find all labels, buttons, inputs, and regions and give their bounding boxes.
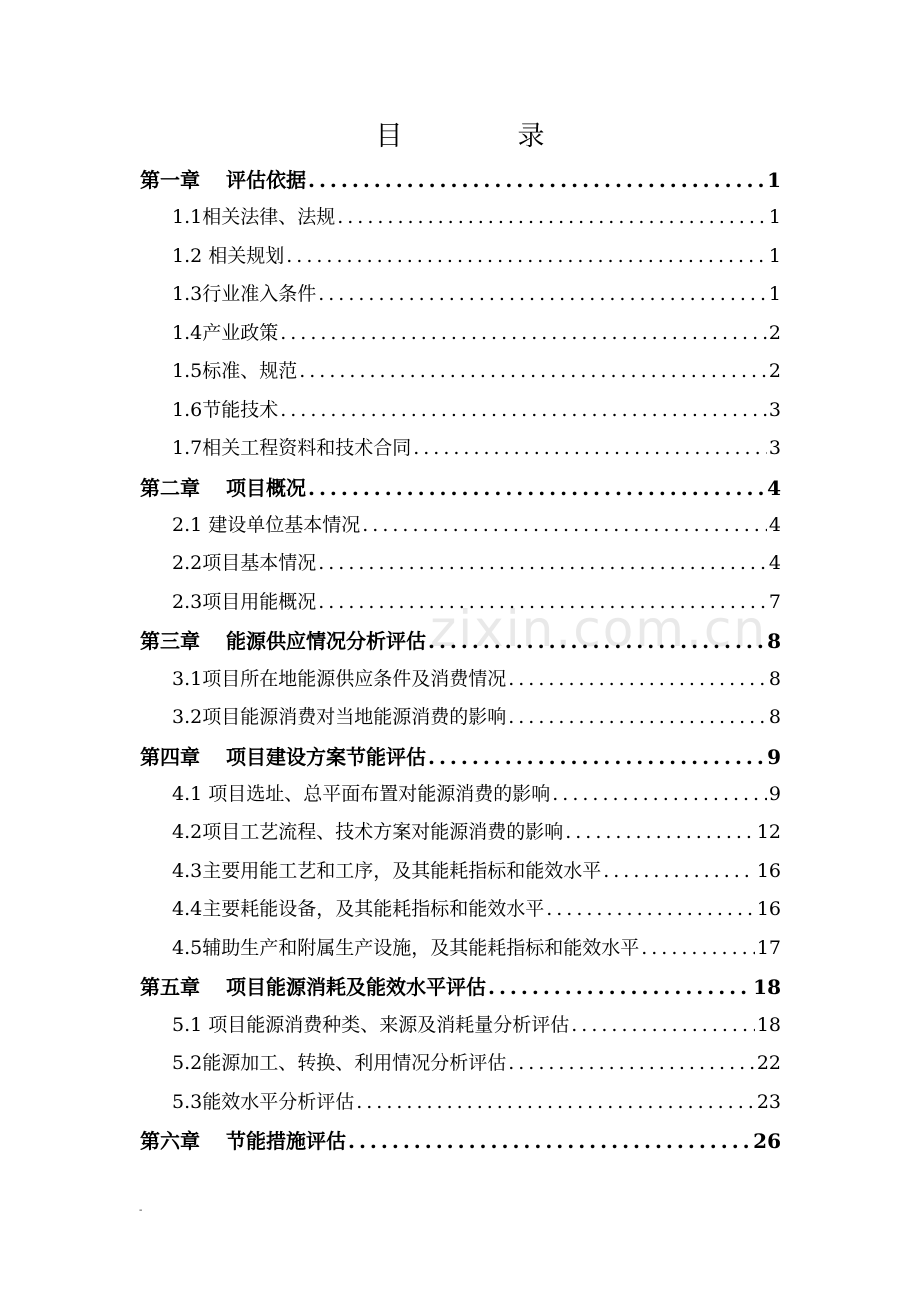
dot-leader xyxy=(362,514,767,536)
toc-section-entry[interactable] xyxy=(140,1010,781,1048)
toc-entry-label: 5.2能源加工、转换、利用情况分析评估 xyxy=(172,1052,507,1075)
chapter-title: 节能措施评估 xyxy=(226,1128,346,1153)
toc-section-entry[interactable] xyxy=(140,318,781,356)
toc-page-number: 4 xyxy=(767,475,781,500)
toc-page-number: 4 xyxy=(768,513,781,536)
table-of-contents xyxy=(140,164,781,1163)
toc-entry-label xyxy=(140,625,426,654)
dot-leader xyxy=(280,322,767,344)
toc-entry-label xyxy=(140,164,306,193)
toc-page-number: 4 xyxy=(768,552,781,575)
toc-entry-label: 4.5辅助生产和附属生产设施，及其能耗指标和能效水平 xyxy=(172,936,640,959)
toc-entry-label: 3.2项目能源消费对当地能源消费的影响 xyxy=(172,706,507,729)
toc-section-entry[interactable] xyxy=(140,433,781,471)
toc-entry-label: 1.5标准、规范 xyxy=(172,360,298,383)
toc-section-entry[interactable] xyxy=(140,548,781,586)
chapter-number: 第五章 xyxy=(140,975,200,1000)
dot-leader xyxy=(318,552,767,574)
toc-section-entry[interactable] xyxy=(140,817,781,855)
toc-page-number: 26 xyxy=(753,1128,781,1153)
toc-entry-label: 3.1项目所在地能源供应条件及消费情况 xyxy=(172,667,507,690)
toc-page-number: 2 xyxy=(768,360,781,383)
toc-entry-label: 4.3主要用能工艺和工序，及其能耗指标和能效水平 xyxy=(172,859,602,882)
toc-entry-label: 1.1相关法律、法规 xyxy=(172,206,336,229)
chapter-title: 评估依据 xyxy=(226,168,306,192)
toc-entry-label: 1.2 相关规划 xyxy=(172,244,285,267)
chapter-title: 项目能源消耗及能效水平评估 xyxy=(226,975,486,1000)
toc-entry-label: 1.7相关工程资料和技术合同 xyxy=(172,437,412,460)
chapter-number: 第一章 xyxy=(140,168,200,192)
toc-page-number: 16 xyxy=(756,898,781,921)
chapter-title: 项目建设方案节能评估 xyxy=(226,744,426,769)
dot-leader xyxy=(603,860,755,882)
toc-page-number: 9 xyxy=(767,744,781,769)
toc-chapter-entry[interactable] xyxy=(140,164,781,202)
toc-entry-label: 1.4产业政策 xyxy=(172,321,279,344)
dot-leader xyxy=(413,437,767,459)
toc-chapter-entry[interactable] xyxy=(140,625,781,663)
toc-page-number: 8 xyxy=(768,706,781,729)
chapter-title: 项目概况 xyxy=(226,475,306,500)
toc-entry-label xyxy=(140,971,486,1000)
dot-leader xyxy=(552,783,767,805)
toc-section-entry[interactable] xyxy=(140,894,781,932)
dot-leader xyxy=(571,1014,755,1036)
toc-entry-label: 1.3行业准入条件 xyxy=(172,283,317,306)
toc-section-entry[interactable] xyxy=(140,356,781,394)
toc-section-entry[interactable] xyxy=(140,279,781,317)
dot-leader xyxy=(428,745,765,769)
toc-page-number: 1 xyxy=(768,283,781,306)
toc-page-number: 2 xyxy=(768,321,781,344)
dot-leader xyxy=(280,399,767,421)
toc-entry-label: 5.1 项目能源消费种类、来源及消耗量分析评估 xyxy=(172,1013,570,1036)
toc-page-number: 3 xyxy=(768,398,781,421)
toc-title: 目 录 xyxy=(375,121,589,152)
toc-entry-label: 4.1 项目选址、总平面布置对能源消费的影响 xyxy=(172,783,551,805)
toc-entry-label: 2.3项目用能概况 xyxy=(172,590,317,613)
toc-section-entry[interactable] xyxy=(140,241,781,279)
toc-section-entry[interactable] xyxy=(140,856,781,894)
toc-entry-label: 4.2项目工艺流程、技术方案对能源消费的影响 xyxy=(172,821,564,844)
toc-page-number: 18 xyxy=(756,1013,781,1036)
toc-page-number: 7 xyxy=(768,590,781,613)
chapter-number: 第三章 xyxy=(140,629,200,654)
dot-leader xyxy=(356,1091,755,1113)
toc-page-number: 16 xyxy=(756,859,781,882)
dot-leader xyxy=(641,937,755,959)
toc-section-entry[interactable] xyxy=(140,702,781,740)
toc-page-number: 1 xyxy=(768,206,781,229)
toc-section-entry[interactable] xyxy=(140,779,781,817)
toc-page-number: 17 xyxy=(756,936,781,959)
toc-section-entry[interactable] xyxy=(140,933,781,971)
toc-page-number: 23 xyxy=(756,1090,781,1113)
watermark: zixin.com.cn xyxy=(430,600,768,658)
toc-page-number: 18 xyxy=(753,975,781,1000)
dot-leader xyxy=(318,591,767,613)
toc-page-number: 8 xyxy=(767,629,781,654)
toc-entry-label: 2.2项目基本情况 xyxy=(172,552,317,575)
dot-leader xyxy=(488,975,751,999)
toc-entry-label: 1.6节能技术 xyxy=(172,398,279,421)
toc-section-entry[interactable] xyxy=(140,664,781,702)
dot-leader xyxy=(318,283,767,305)
toc-page-number: 1 xyxy=(768,244,781,267)
toc-entry-label: 2.1 建设单位基本情况 xyxy=(172,513,361,536)
toc-entry-label: 4.4主要耗能设备，及其能耗指标和能效水平 xyxy=(172,898,545,921)
toc-page-number: 9 xyxy=(768,783,781,805)
dot-leader xyxy=(308,476,765,500)
toc-entry-label xyxy=(140,472,306,501)
dot-leader xyxy=(308,168,765,192)
dot-leader xyxy=(286,245,767,267)
dot-leader xyxy=(508,706,767,728)
toc-chapter-entry[interactable] xyxy=(140,1125,781,1163)
chapter-title: 能源供应情况分析评估 xyxy=(226,629,426,654)
dot-leader xyxy=(348,1129,751,1153)
toc-page-number: 12 xyxy=(756,821,781,844)
chapter-number: 第二章 xyxy=(140,475,200,500)
dot-leader xyxy=(565,821,755,843)
toc-chapter-entry[interactable] xyxy=(140,472,781,510)
toc-section-entry[interactable] xyxy=(140,1048,781,1086)
chapter-number: 第四章 xyxy=(140,744,200,769)
toc-entry-label xyxy=(140,1125,346,1154)
toc-section-entry[interactable] xyxy=(140,1087,781,1125)
toc-section-entry[interactable] xyxy=(140,587,781,625)
dot-leader xyxy=(299,360,767,382)
toc-page-number: 22 xyxy=(756,1052,781,1075)
toc-page-number: 1 xyxy=(767,168,781,192)
dot-leader xyxy=(508,1052,755,1074)
toc-section-entry[interactable] xyxy=(140,202,781,240)
footer-mark: - xyxy=(139,1205,143,1216)
toc-chapter-entry[interactable] xyxy=(140,741,781,779)
dot-leader xyxy=(508,668,767,690)
toc-section-entry[interactable] xyxy=(140,395,781,433)
dot-leader xyxy=(546,898,755,920)
toc-page-number: 3 xyxy=(768,437,781,460)
chapter-number: 第六章 xyxy=(140,1128,200,1153)
toc-page-number: 8 xyxy=(768,667,781,690)
toc-chapter-entry[interactable] xyxy=(140,971,781,1009)
dot-leader xyxy=(337,206,767,228)
toc-entry-label xyxy=(140,741,426,770)
toc-section-entry[interactable] xyxy=(140,510,781,548)
dot-leader xyxy=(428,629,765,653)
toc-entry-label: 5.3能效水平分析评估 xyxy=(172,1090,355,1113)
